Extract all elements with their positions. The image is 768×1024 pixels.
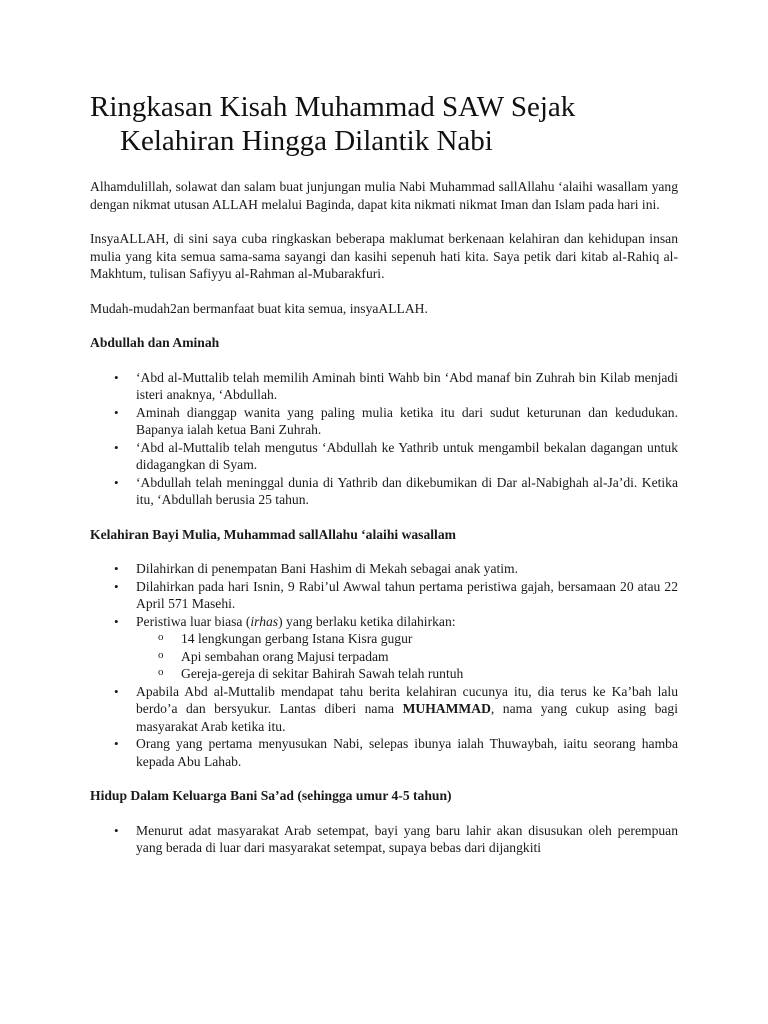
page-title: Ringkasan Kisah Muhammad SAW Sejak Kelahiran Hingga Dilantik Nabi — [90, 91, 576, 157]
section-heading-abdullah-aminah: Abdullah dan Aminah — [90, 335, 220, 350]
bold-name: MUHAMMAD — [402, 701, 491, 716]
sub-list-item: o Gereja-gereja di sekitar Bahirah Sawah telah runtuh — [136, 665, 678, 683]
list-item: • ‘Abd al-Muttalib telah memilih Aminah binti Wahb bin ‘Abd manaf bin Zuhrah bin Kilab menjadi isteri anaknya, ‘Abdullah. — [90, 369, 678, 404]
item-text: Apabila Abd al-Muttalib mendapat tahu berita kelahiran cucunya itu, dia terus ke Ka’bah lalu berdo’a dan bersyukur. Lantas diberi nama — [136, 683, 678, 716]
sub-list-item: o 14 lengkungan gerbang Istana Kisra gugur — [136, 630, 678, 648]
list-item: • ‘Abd al-Muttalib telah mengutus ‘Abdullah ke Yathrib untuk mengambil bekalan dagangan untuk didagangkan di Syam. — [90, 439, 678, 474]
list-item: • Menurut adat masyarakat Arab setempat, bayi yang baru lahir akan disusukan oleh perempuan yang berada di luar dari masyarakat setempat, supaya bebas dari dijangkiti — [90, 822, 678, 857]
item-text: , nama yang cukup asing bagi masyarakat Arab ketika itu. — [136, 701, 679, 734]
item-text: ) yang berlaku ketika dilahirkan: — [278, 613, 456, 629]
sub-list-item: o Api sembahan orang Majusi terpadam — [136, 648, 678, 666]
intro-paragraph: Mudah-mudah2an bermanfaat buat kita semua, insyaALLAH. — [90, 300, 428, 316]
document-page — [90, 90, 678, 874]
section-heading-bani-saad: Hidup Dalam Keluarga Bani Sa’ad (sehingga umur 4-5 tahun) — [90, 788, 452, 803]
intro-paragraph: Alhamdulillah, solawat dan salam buat junjungan mulia Nabi Muhammad sallAllahu ‘alaihi wasallam yang dengan nikmat utusan ALLAH melalui Baginda, dapat kita nikmati nikmat Iman dan Islam pada hari ini. — [90, 179, 678, 212]
list-item — [90, 683, 678, 736]
list-item: • Orang yang pertama menyusukan Nabi, selepas ibunya ialah Thuwaybah, iaitu seorang hamba kepada Abu Lahab. — [90, 735, 678, 770]
italic-term: irhas — [250, 613, 279, 629]
section-heading-kelahiran: Kelahiran Bayi Mulia, Muhammad sallAllahu ‘alaihi wasallam — [90, 526, 456, 542]
sub-list — [136, 630, 678, 683]
list-item: • ‘Abdullah telah meninggal dunia di Yathrib dan dikebumikan di Dar al-Nabighah al-Ja’di. Ketika itu, ‘Abdullah berusia 25 tahun. — [90, 474, 678, 509]
bullet-list — [90, 369, 678, 509]
list-item: • Aminah dianggap wanita yang paling mulia ketika itu dari sudut keturunan dan kedudukan. Bapanya ialah ketua Bani Zuhrah. — [90, 404, 678, 439]
list-item — [90, 613, 678, 683]
list-item: • Dilahirkan di penempatan Bani Hashim di Mekah sebagai anak yatim. — [90, 560, 678, 578]
list-item: • Dilahirkan pada hari Isnin, 9 Rabi’ul Awwal tahun pertama peristiwa gajah, bersamaan 20 atau 22 April 571 Masehi. — [90, 578, 678, 613]
bullet-list — [90, 822, 678, 857]
intro-paragraph: InsyaALLAH, di sini saya cuba ringkaskan beberapa maklumat berkenaan kelahiran dan kehidupan insan mulia yang kita semua sama-sama sayangi dan kasihi sepenuh hati kita. Saya petik dari kitab al-Rahiq al-Makhtum, tulisan Safiyyu al-Rahman al-Mubarakfuri. — [90, 231, 678, 281]
item-text: Peristiwa luar biasa ( — [136, 613, 251, 629]
bullet-list — [90, 560, 678, 770]
